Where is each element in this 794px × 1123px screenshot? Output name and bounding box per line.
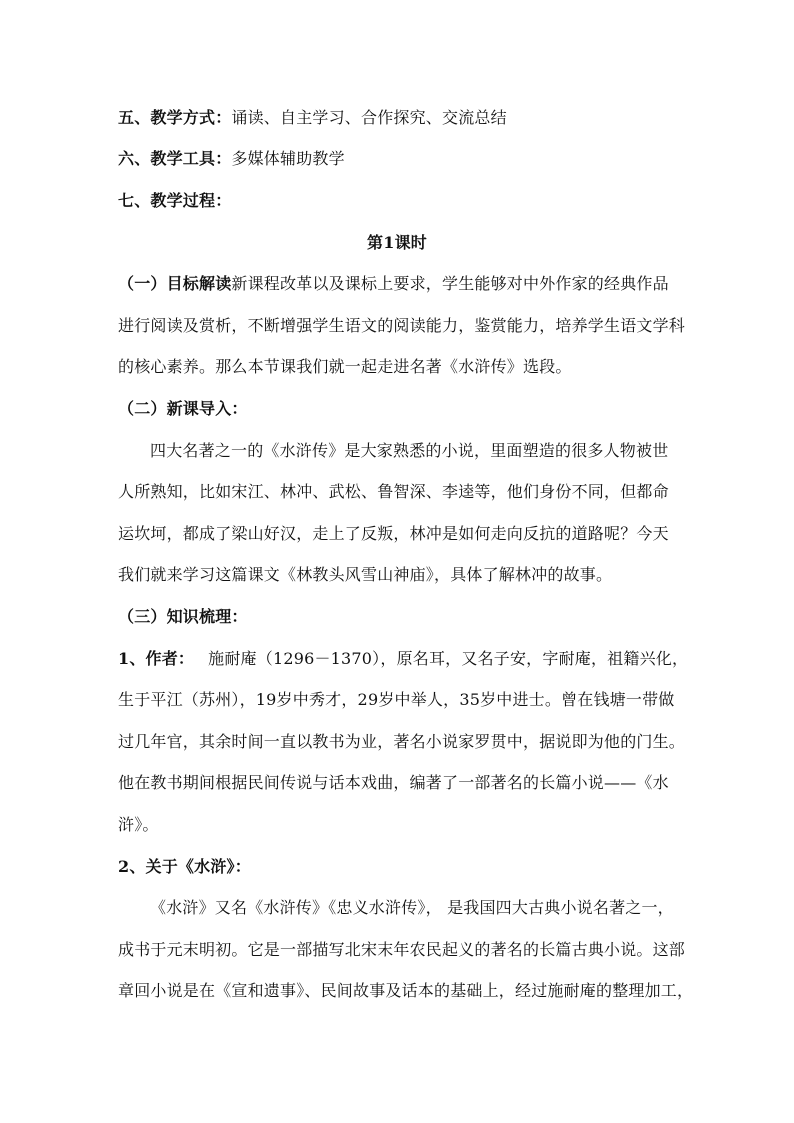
- section-5-text: 诵读、自主学习、合作探究、交流总结: [231, 108, 507, 127]
- section-6-heading: 六、教学工具：: [118, 149, 232, 168]
- part-1-line-3: 的核心素养。那么本节课我们就一起走进名著《水浒传》选段。: [118, 357, 572, 376]
- section-6-text: 多媒体辅助教学: [231, 149, 345, 168]
- part-1-text: 新课程改革以及课标上要求，学生能够对中外作家的经典作品: [231, 274, 669, 293]
- item-2-line-3: 章回小说是在《宣和遗事》、民间故事及话本的基础上，经过施耐庵的整理加工，: [118, 981, 694, 1000]
- item-2-line-1: 《水浒》又名《水浒传》《忠义水浒传》， 是我国四大古典小说名著之一，: [150, 898, 674, 917]
- item-1-line-1: [118, 649, 688, 669]
- section-7-heading: 七、教学过程：: [118, 191, 232, 210]
- part-3-heading: （三）知识梳理：: [118, 607, 248, 626]
- part-2-heading: （二）新课导入：: [118, 399, 248, 418]
- item-1-line-5: 浒》。: [118, 815, 159, 834]
- item-1-line-3: 过几年官，其余时间一直以教书为业，著名小说家罗贯中，据说即为他的门生。: [118, 732, 686, 751]
- section-5-heading: 五、教学方式：: [118, 108, 232, 127]
- part-2-line-1: 四大名著之一的《水浒传》是大家熟悉的小说，里面塑造的很多人物被世: [150, 441, 669, 460]
- section-5-line: [118, 108, 507, 128]
- item-2-heading: 2、关于《水浒》：: [118, 857, 251, 876]
- part-1-line-2: 进行阅读及赏析，不断增强学生语文的阅读能力，鉴赏能力，培养学生语文学科: [118, 316, 686, 335]
- part-2-line-3: 运坎坷，都成了梁山好汉，走上了反叛，林冲是如何走向反抗的道路呢？今天: [118, 524, 669, 543]
- item-1-text: 施耐庵（1296－1370），原名耳，又名子安，字耐庵，祖籍兴化，: [208, 649, 689, 668]
- item-1-line-4: 他在教书期间根据民间传说与话本戏曲，编著了一部著名的长篇小说——《水: [118, 773, 669, 792]
- lesson-title: 第1课时: [367, 233, 427, 252]
- part-1-line-1: [118, 274, 669, 294]
- item-2-line-2: 成书于元末明初。它是一部描写北宋末年农民起义的著名的长篇古典小说。这部: [118, 940, 686, 959]
- part-2-line-2: 人所熟知，比如宋江、林冲、武松、鲁智深、李逵等，他们身份不同，但都命: [118, 482, 669, 501]
- part-2-line-4: 我们就来学习这篇课文《林教头风雪山神庙》，具体了解林冲的故事。: [118, 565, 613, 584]
- item-1-line-2: 生于平江（苏州），19岁中秀才，29岁中举人，35岁中进士。曾在钱塘一带做: [118, 690, 675, 709]
- item-1-heading: 1、作者：: [118, 649, 195, 668]
- section-6-line: [118, 149, 345, 169]
- part-1-heading: （一）目标解读: [118, 274, 232, 293]
